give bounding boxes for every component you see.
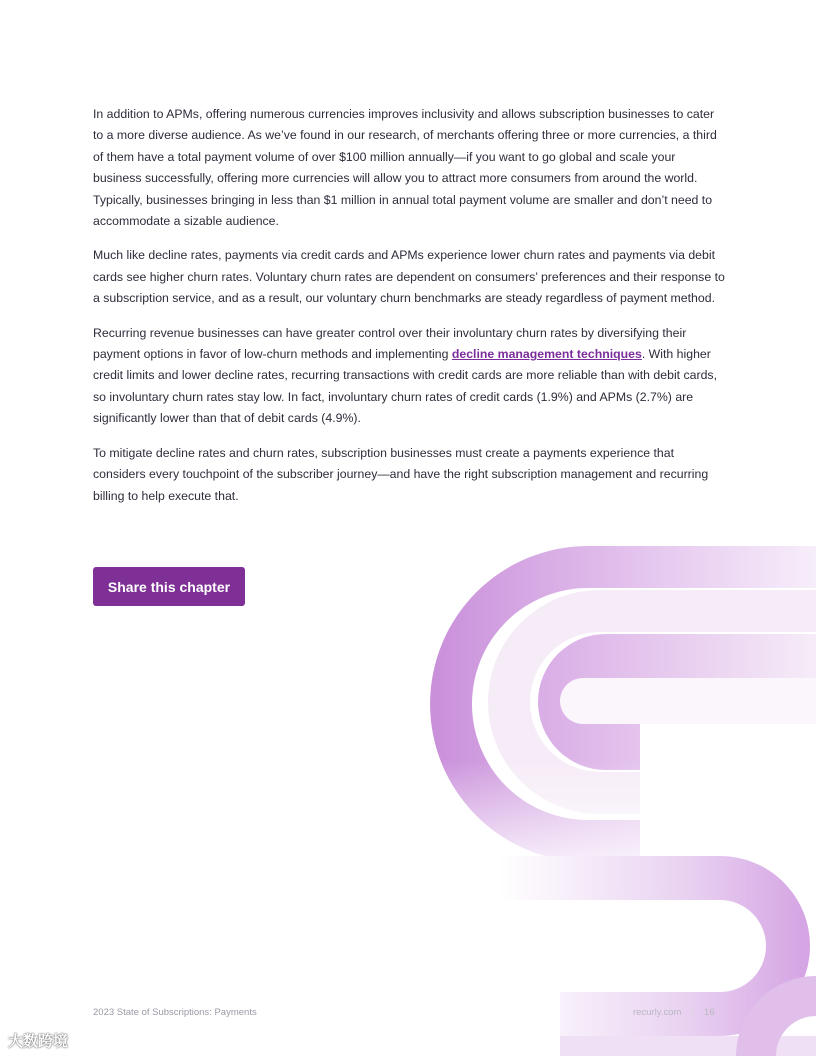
footer-site-link[interactable]: recurly.com bbox=[633, 1007, 682, 1018]
footer-report-title: 2023 State of Subscriptions: Payments bbox=[93, 1007, 257, 1018]
paragraph-involuntary-churn-start: Recurring revenue businesses can have greater control over their involuntary churn rates by diversifying their payment options in favor of low-churn methods and implementing bbox=[93, 325, 687, 362]
paragraph-involuntary-churn-end: . With higher credit limits and lower decline rates, recurring transactions with credit cards are more reliable than with debit cards, so involuntary churn rates stay low. In fact, involuntary churn rates of credit cards (1.9%) and APMs (2.7%) are significantly lower than that of debit cards (4.9%). bbox=[93, 347, 717, 426]
footer-right bbox=[633, 1007, 715, 1018]
body-text bbox=[93, 104, 725, 520]
page-number: 16 bbox=[704, 1007, 715, 1018]
watermark-logo: 大数跨境 bbox=[8, 1033, 69, 1050]
paragraph-mitigate: To mitigate decline rates and churn rates, subscription businesses must create a payments experience that considers every touchpoint of the subscriber journey—and have the right subscription management and recurring billing to help execute that. bbox=[93, 445, 709, 503]
share-chapter-button[interactable]: Share this chapter bbox=[93, 567, 245, 606]
footer-separator: / bbox=[691, 1007, 695, 1018]
decline-management-link[interactable]: decline management techniques bbox=[451, 347, 642, 362]
paragraph-currencies: In addition to APMs, offering numerous currencies improves inclusivity and allows subscription businesses to cater to a more diverse audience. As we’ve found in our research, of merchants offering three or more currencies, a third of them have a total payment volume of over $100 million annually—if you want to go global and scale your business successfully, offering more currencies will allow you to attract more consumers from around the world. Typically, businesses bringing in less than $1 million in annual total payment volume are smaller and don’t need to accommodate a sizable audience. bbox=[93, 107, 717, 229]
paragraph-churn-rates: Much like decline rates, payments via credit cards and APMs experience lower churn rates and payments via debit cards see higher churn rates. Voluntary churn rates are dependent on consumers’ preferences and their response to a subscription service, and as a result, our voluntary churn benchmarks are steady regardless of payment method. bbox=[93, 248, 725, 306]
paragraph-involuntary-churn bbox=[93, 323, 729, 430]
